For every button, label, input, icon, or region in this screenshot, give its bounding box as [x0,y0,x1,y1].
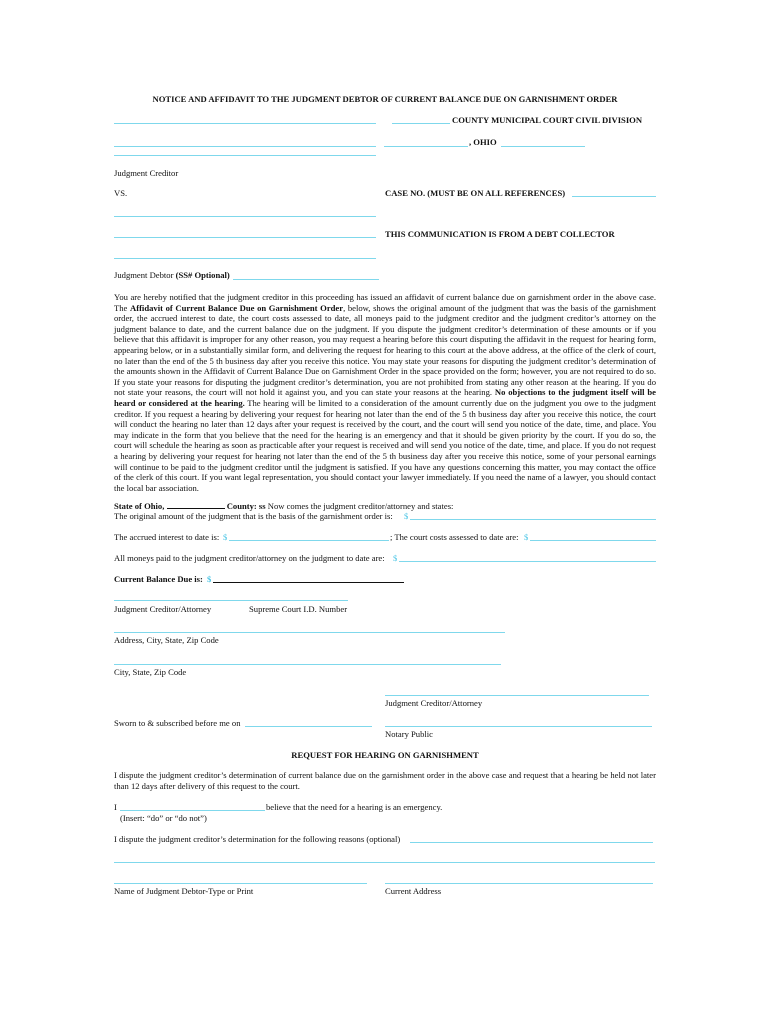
document-title: NOTICE AND AFFIDAVIT TO THE JUDGMENT DEBTOR OF CURRENT BALANCE DUE ON GARNISHMENT ORDER [152,94,618,104]
ohio-label: , OHIO [469,137,497,147]
current-address-line[interactable] [385,883,653,884]
current-address-label: Current Address [385,886,442,896]
judgment-debtor-label [114,270,230,280]
court-costs-label: ; The court costs assessed to date are: [390,532,519,542]
court-division: COUNTY MUNICIPAL COURT CIVIL DIVISION [452,115,643,125]
city-state-zip-label: City, State, Zip Code [114,667,187,677]
comes-now-text: Now comes the judgment creditor/attorney and states: [265,501,454,511]
creditor-address-field[interactable] [114,155,376,156]
debtor-name-field[interactable] [114,216,376,217]
moneys-paid-dollar: $ [393,553,398,563]
creditor-attorney-label: Judgment Creditor/Attorney [114,604,212,614]
address-line[interactable] [114,632,505,633]
dispute-reasons-label: I dispute the judgment creditor’s determination for the following reasons (optional) [114,834,401,844]
court-costs-dollar: $ [524,532,529,542]
creditor-signature-line[interactable] [114,600,348,601]
moneys-paid-field[interactable] [399,561,656,562]
original-amount-dollar: $ [404,511,409,521]
accrued-interest-field[interactable] [229,540,389,541]
city-state-zip-line[interactable] [114,664,501,665]
debt-collector-notice: THIS COMMUNICATION IS FROM A DEBT COLLECTOR [385,229,615,239]
notary-label: Notary Public [385,729,433,739]
reasons-field-2[interactable] [114,862,655,863]
notice-paragraph: You are hereby notified that the judgment creditor in this proceeding has issued an affidavit of current balance due on garnishment order in the above case. The Affidavit of Current Balance Due on Garnishment Order, below, shows the original amount of the judgment that was the basis of the garnishment order, the accrued interest to date, the court costs assessed to date, all moneys paid to the judgment creditor and the judgment creditor’s attorney on the judgment balance to date, and the current balance due on the judgment. If you dispute the judgment creditor’s determination of these amounts or if you believe that this affidavit is improper for any other reason, you may request a hearing before this court disputing the affidavit in the request for hearing form, appearing below, or in a substantially similar form, and delivering the request for hearing to this court at the above address, at the office of the clerk of court, no later than the end of the 5 th business day after you receive this notice. You may state your reasons for disputing the judgment creditor’s determination of the amounts shown in the Affidavit of Current Balance Due on Garnishment Order in the space provided on the form; however, you are not required to do so. If you state your reasons for disputing the judgment creditor’s determination, you are not prohibited from stating any other reason at the hearing. If you do not state your reasons, the court will not hold it against you, and you can state your reasons at the hearing. No objections to the judgment itself will be heard or considered at the hearing. The hearing will be limited to a consideration of the amount currently due on the judgment you owe to the judgment creditor. If you request a hearing by delivering your request for hearing not later than the end of the 5 th business day after you receive this notice, the court will conduct the hearing no later than 12 days after your request is received by the court, and the court will send you notice of the date, time, and place. You may indicate in the form that you believe that the need for the hearing is an emergency and that it should be given priority by the court. If you do so, the court will schedule the hearing as soon as practicable after your request is received and will send you notice of the date, time, and place. If you do not request a hearing by delivering your request for hearing not later than the end of the 5 th business day after you receive this notice, some of your personal earnings will continue to be paid to the judgment creditor until the judgment is satisfied. If you have any questions concerning this matter, you may contact the office of the clerk of this court. If you want legal representation, you should contact your lawyer immediately. If you need the name of a lawyer, you should contact the local bar association. [114,292,656,493]
vs-label: VS. [114,188,128,198]
case-no-field[interactable] [572,196,656,197]
request-title: REQUEST FOR HEARING ON GARNISHMENT [291,750,479,760]
debtor-city-field[interactable] [114,258,376,259]
debtor-print-name-line[interactable] [114,883,367,884]
current-balance-dollar: $ [207,574,212,584]
dispute-paragraph: I dispute the judgment creditor’s determination of current balance due on the garnishment order in the above case and request that a hearing be held not later than 12 days after delivery of this request to the court. [114,770,656,791]
ssn-field[interactable] [233,279,379,280]
sworn-date-field[interactable] [245,726,372,727]
debtor-address-field[interactable] [114,237,376,238]
i-label: I [114,802,117,812]
ohio-suffix-field[interactable] [501,146,585,147]
original-amount-label: The original amount of the judgment that is the basis of the garnishment order is: [114,511,393,521]
address-label: Address, City, State, Zip Code [114,635,219,645]
sworn-label: Sworn to & subscribed before me on [114,718,241,728]
accrued-interest-dollar: $ [223,532,228,542]
creditor-attorney-signature-label: Judgment Creditor/Attorney [385,698,483,708]
supreme-court-id-label: Supreme Court I.D. Number [249,604,348,614]
notary-signature-line[interactable] [385,726,652,727]
case-no-label: CASE NO. (MUST BE ON ALL REFERENCES) [385,188,566,198]
current-balance-field[interactable] [213,582,404,583]
moneys-paid-label: All moneys paid to the judgment creditor/attorney on the judgment to date are: [114,553,385,563]
current-balance-label: Current Balance Due is: [114,574,203,584]
accrued-interest-label: The accrued interest to date is: [114,532,220,542]
court-costs-field[interactable] [530,540,656,541]
city-field[interactable] [384,146,468,147]
judgment-debtor-text: Judgment Debtor [114,270,176,280]
county-field[interactable] [392,123,450,124]
county-name-blank[interactable] [167,500,225,509]
state-of-ohio-label: State of Ohio, [114,501,165,511]
believe-emergency-label: believe that the need for a hearing is an emergency. [266,802,443,812]
court-name-field[interactable] [114,123,376,124]
state-county-line [114,500,453,511]
original-amount-field[interactable] [410,519,656,520]
reasons-field-1[interactable] [410,842,653,843]
insert-do-label: (Insert: “do” or “do not”) [120,813,207,823]
judgment-creditor-label: Judgment Creditor [114,168,179,178]
name-debtor-label: Name of Judgment Debtor-Type or Print [114,886,254,896]
creditor-attorney-signature-line[interactable] [385,695,649,696]
creditor-name-field[interactable] [114,146,376,147]
ss-optional-label: (SS# Optional) [175,270,230,280]
do-do-not-field[interactable] [120,810,265,811]
county-ss-label: County: ss [226,501,266,511]
